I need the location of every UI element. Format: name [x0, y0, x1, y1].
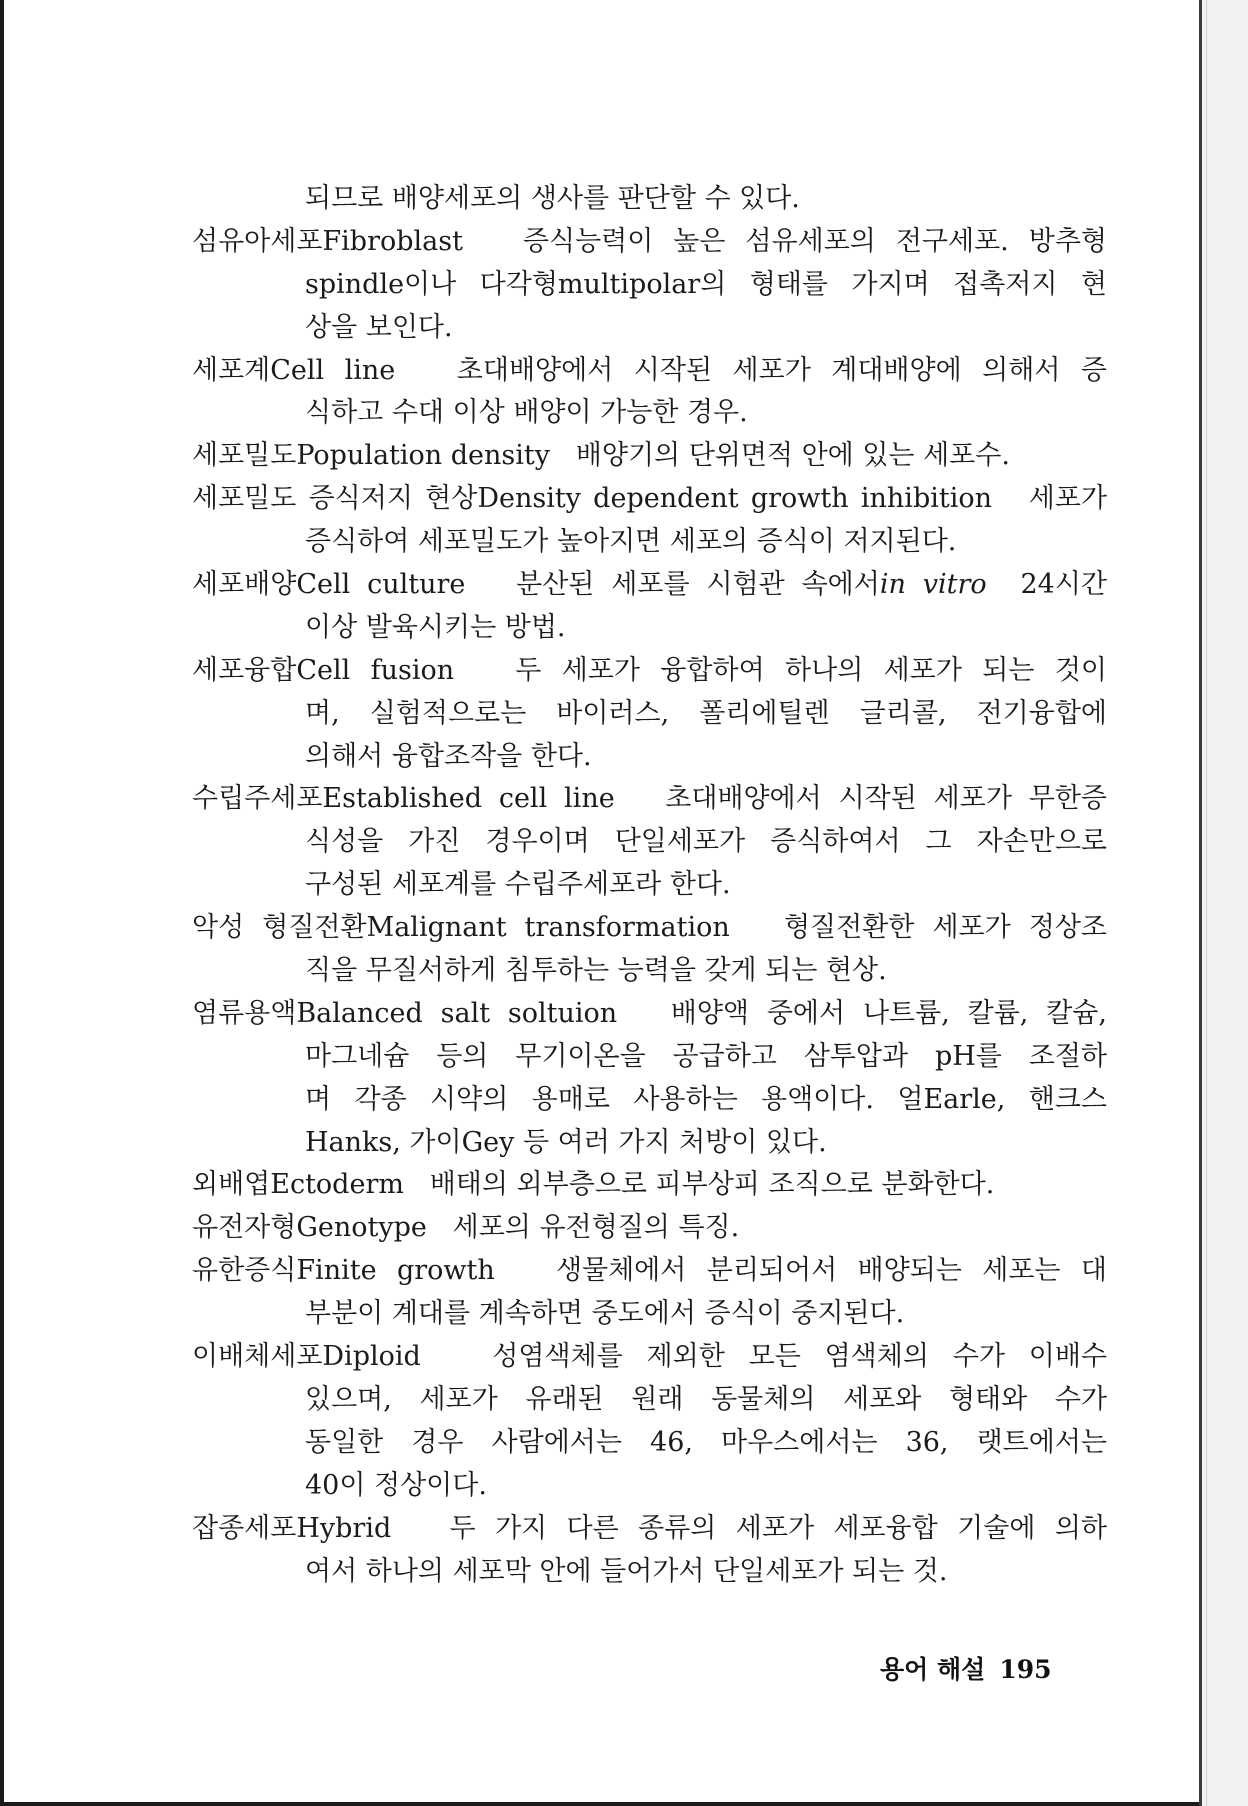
entry-text-line: 증식하여 세포밀도가 높아지면 세포의 증식이 저지된다. [305, 526, 957, 558]
glossary-entry-fibroblast [192, 221, 1107, 264]
glossary-entry-finite-growth [192, 1250, 1107, 1293]
scroll-gutter [1202, 0, 1248, 1806]
entry-text-line: 이상 발육시키는 방법. [305, 611, 566, 643]
entry-text: 초대배양에서 시작된 세포가 무한증 [665, 783, 1107, 815]
entry-text: 두 세포가 융합하여 하나의 세포가 되는 것이 [515, 654, 1107, 686]
glossary-entry-malignant-transformation [192, 907, 1107, 950]
entry-term: 이배체세포Diploid [192, 1341, 421, 1373]
entry-text: 형질전환한 세포가 정상조 [783, 912, 1108, 944]
entry-text-line: 동일한 경우 사람에서는 46, 마우스에서는 36, 랫트에서는 [305, 1426, 1107, 1458]
entry-text: 세포가 [1028, 483, 1108, 515]
entry-text: 분산된 세포를 시험관 속에서 [516, 569, 880, 601]
entry-text: 세포의 유전형질의 특징. [452, 1212, 740, 1244]
entry-text-line: 며, 실험적으로는 바이러스, 폴리에틸렌 글리콜, 전기융합에 [305, 697, 1107, 729]
glossary-body [192, 178, 1107, 1593]
glossary-entry-cell-line [192, 350, 1107, 393]
page-footer [880, 1650, 1052, 1690]
entry-term: 세포계Cell line [192, 354, 396, 386]
entry-text-line: 며 각종 시약의 용매로 사용하는 용액이다. 얼Earle, 핸크스 [305, 1083, 1107, 1115]
glossary-entry-population-density [192, 435, 1107, 478]
entry-text: 배양기의 단위면적 안에 있는 세포수. [575, 440, 1010, 472]
page-border-bottom [0, 1802, 1202, 1806]
entry-continuation-line: 되므로 배양세포의 생사를 판단할 수 있다. [305, 183, 800, 214]
entry-text-line: 있으며, 세포가 유래된 원래 동물체의 세포와 형태와 수가 [305, 1383, 1107, 1415]
entry-term: 염류용액Balanced salt soltuion [192, 997, 618, 1029]
entry-text-line: 부분이 계대를 계속하면 중도에서 증식이 중지된다. [305, 1298, 905, 1330]
entry-text-line: 구성된 세포계를 수립주세포라 한다. [305, 869, 731, 901]
entry-text: 배태의 외부층으로 피부상피 조직으로 분화한다. [429, 1169, 995, 1201]
footer-section-title: 용어 해설 [880, 1655, 986, 1684]
entry-text: 두 가지 다른 종류의 세포가 세포융합 기술에 의하 [449, 1512, 1107, 1544]
glossary-entry-cell-fusion [192, 650, 1107, 693]
entry-text-line: 식성을 가진 경우이며 단일세포가 증식하여서 그 자손만으로 [305, 826, 1107, 858]
entry-term: 유한증식Finite growth [192, 1255, 495, 1287]
entry-text-line: spindle이나 다각형multipolar의 형태를 가지며 접촉저지 현 [305, 268, 1107, 300]
entry-text: 배양액 중에서 나트륨, 칼륨, 칼슘, [670, 997, 1107, 1029]
entry-term: 외배엽Ectoderm [192, 1169, 404, 1201]
glossary-entry-density-dependent-growth-inhibition [192, 478, 1107, 521]
entry-italic-text: in vitro [879, 569, 987, 601]
glossary-entry-established-cell-line [192, 778, 1107, 821]
entry-term: 유전자형Genotype [192, 1212, 427, 1244]
entry-term: 세포배양Cell culture [192, 569, 466, 601]
entry-text-line: 상을 보인다. [305, 311, 453, 343]
entry-text: 생물체에서 분리되어서 배양되는 세포는 대 [555, 1255, 1107, 1287]
entry-term: 세포밀도Population density [192, 440, 551, 472]
entry-text: 24시간 [1020, 569, 1108, 601]
gutter-divider [1206, 0, 1207, 1806]
entry-text-line: 직을 무질서하게 침투하는 능력을 갖게 되는 현상. [305, 955, 887, 987]
entry-text-line: 식하고 수대 이상 배양이 가능한 경우. [305, 397, 748, 429]
glossary-entry-balanced-salt-solution [192, 993, 1107, 1036]
entry-text: 성염색체를 제외한 모든 염색체의 수가 이배수 [492, 1341, 1107, 1373]
entry-text-line: 의해서 융합조작을 한다. [305, 740, 592, 772]
entry-term: 세포융합Cell fusion [192, 654, 455, 686]
glossary-entry-hybrid [192, 1508, 1107, 1551]
entry-term: 잡종세포Hybrid [192, 1512, 392, 1544]
glossary-entry-ectoderm [192, 1164, 1107, 1207]
entry-term: 섬유아세포Fibroblast [192, 225, 463, 257]
entry-term: 악성 형질전환Malignant transformation [192, 912, 730, 944]
entry-text-line: 40이 정상이다. [305, 1469, 487, 1501]
entry-text-line: 여서 하나의 세포막 안에 들어가서 단일세포가 되는 것. [305, 1555, 948, 1587]
glossary-entry-diploid [192, 1336, 1107, 1379]
entry-text-line: Hanks, 가이Gey 등 여러 가지 처방이 있다. [305, 1126, 827, 1158]
entry-text-line: 마그네슘 등의 무기이온을 공급하고 삼투압과 pH를 조절하 [305, 1040, 1107, 1072]
entry-text: 증식능력이 높은 섬유세포의 전구세포. 방추형 [522, 225, 1107, 257]
entry-term: 세포밀도 증식저지 현상Density dependent growth inhibition [192, 483, 992, 515]
entry-term: 수립주세포Established cell line [192, 783, 615, 815]
page-border-left [0, 0, 4, 1806]
glossary-entry-cell-culture [192, 564, 1107, 607]
glossary-entry-genotype [192, 1207, 1107, 1250]
page-number: 195 [999, 1655, 1052, 1684]
entry-text: 초대배양에서 시작된 세포가 계대배양에 의해서 증 [456, 354, 1108, 386]
